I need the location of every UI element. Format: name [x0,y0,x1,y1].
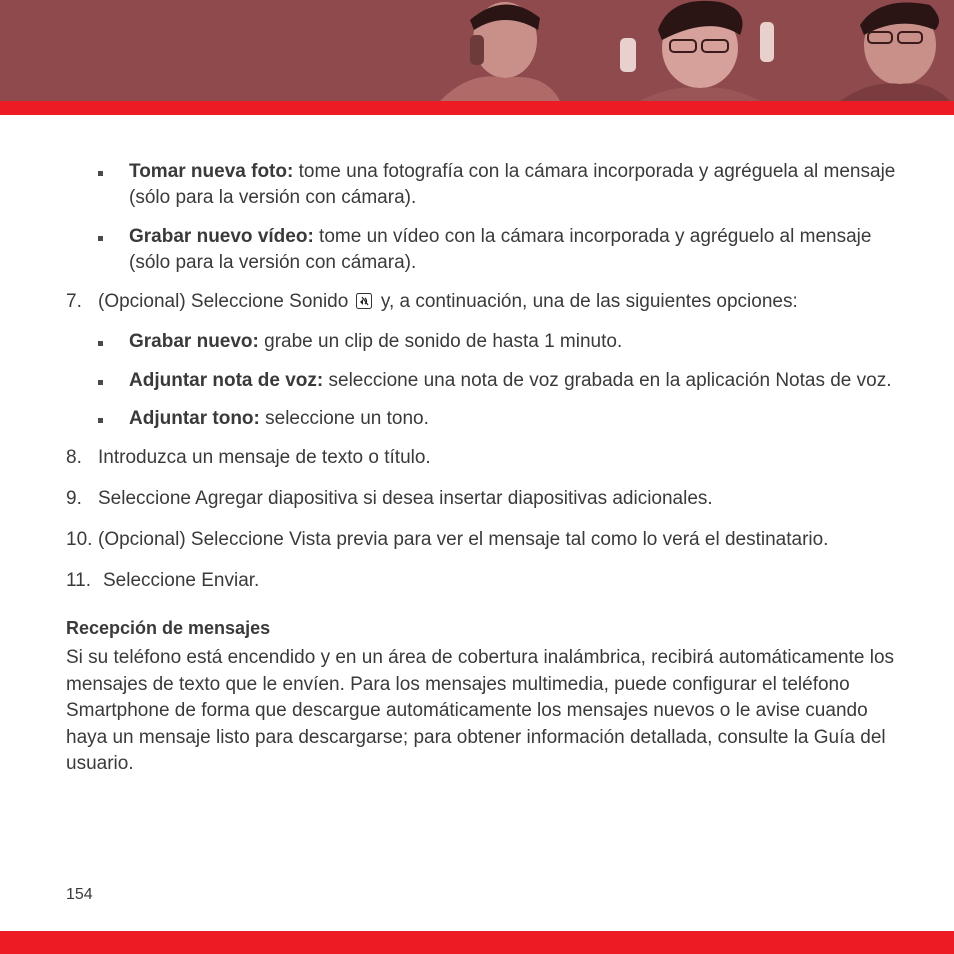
step-number: 7. [66,291,82,312]
footer-red-stripe [0,931,954,954]
step-text: Seleccione Enviar. [103,570,260,591]
bullet-label: Tomar nueva foto: [129,161,294,182]
bullet-text: seleccione una nota de voz grabada en la aplicación Notas de voz. [323,370,892,391]
step-number: 10. [66,529,93,550]
bullet-item [129,368,892,394]
bullet-label: Adjuntar nota de voz: [129,370,324,391]
bullet-text-continued: (sólo para la versión con cámara). [129,187,417,208]
bullet-text: tome un vídeo con la cámara incorporada y agréguelo al mensaje [313,226,872,247]
bullet-marker [98,341,103,346]
step-7-text [98,289,798,315]
header-red-stripe [0,101,954,115]
bullet-marker [98,380,103,385]
bullet-label: Grabar nuevo vídeo: [129,226,314,247]
step-text: (Opcional) Seleccione Vista previa para ver el mensaje tal como lo verá el destinatario. [98,529,829,550]
step-text-after: y, a continuación, una de las siguientes opciones: [380,291,798,312]
people-with-phones-photo [430,0,954,101]
step-number: 8. [66,447,82,468]
step-text-before: (Opcional) Seleccione Sonido [98,291,349,312]
bullet-label: Grabar nuevo: [129,331,259,352]
bullet-marker [98,236,103,241]
bullet-item [129,406,429,432]
bullet-item [129,329,622,355]
header-band [0,0,954,101]
sound-icon [356,293,372,309]
step-text: Introduzca un mensaje de texto o título. [98,447,431,468]
bullet-text: grabe un clip de sonido de hasta 1 minuto. [258,331,623,352]
bullet-item [129,159,895,185]
step-text: Seleccione Agregar diapositiva si desea insertar diapositivas adicionales. [98,488,713,509]
bullet-text: seleccione un tono. [259,408,429,429]
bullet-label: Adjuntar tono: [129,408,260,429]
bullet-text-continued: (sólo para la versión con cámara). [129,252,417,273]
bullet-text: tome una fotografía con la cámara incorporada y agréguela al mensaje [293,161,896,182]
bullet-item [129,224,871,250]
bullet-marker [98,171,103,176]
section-paragraph: Si su teléfono está encendido y en un área de cobertura inalámbrica, recibirá automáticamente los mensajes de texto que le envíen. Para los mensajes multimedia, puede configurar el teléfono Smartphone de forma que descargue automáticamente los mensajes nuevos o le avise cuando haya un mensaje listo para descargarse; para obtener información detallada, consulte la Guía del usuario. [66,647,895,774]
section-heading: Recepción de mensajes [66,618,271,638]
step-number: 9. [66,488,82,509]
bullet-marker [98,418,103,423]
page-number: 154 [66,886,93,903]
step-number: 11. [66,570,92,591]
